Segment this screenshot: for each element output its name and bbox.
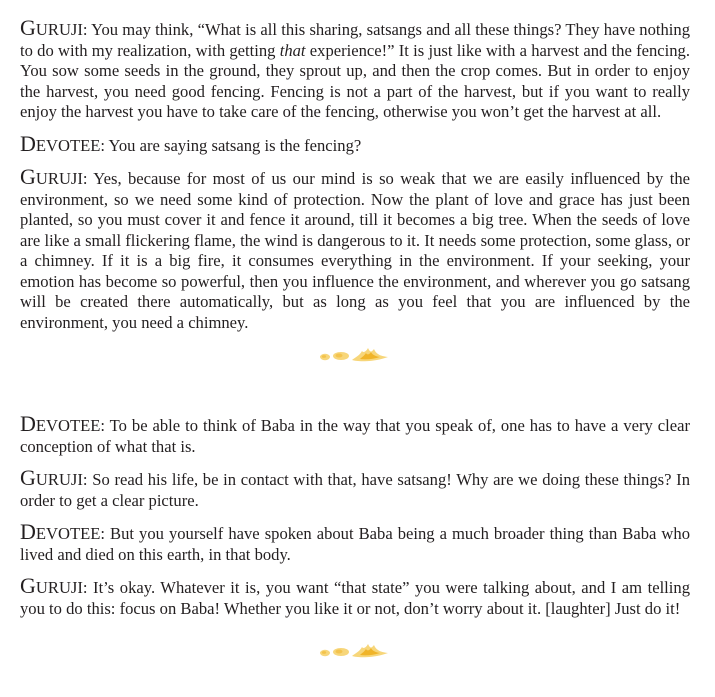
- speaker-devotee: DEVOTEE: [20, 519, 101, 544]
- flame-ornament-icon: [20, 640, 690, 662]
- paragraph-text: experience!” It is just like with a harvest and the fencing. You sow some seeds in the ground, they sprout up, and then the crop comes. But in order to enjoy the harvest, you need good fencing. Fencing is not a part of the harvest, but if you want to really enjoy the harvest you have to take care of the fencing, otherwise you won’t get the harvest at all.: [20, 40, 690, 121]
- dialogue-paragraph-1: [20, 15, 690, 123]
- dialogue-paragraph-5: [20, 465, 690, 511]
- dialogue-paragraph-3: [20, 164, 690, 333]
- emphasis-text: that: [279, 40, 306, 60]
- dialogue-paragraph-4: [20, 411, 690, 457]
- speaker-devotee: DEVOTEE: [20, 130, 101, 156]
- speaker-guruji: GURUJI: [20, 164, 83, 189]
- dialogue-paragraph-6: [20, 519, 690, 565]
- paragraph-text: : Yes, because for most of us our mind is so weak that we are easily influenced by the environment, so we need some kind of protection. Now the plant of love and grace has just been planted, so you must cover it and fence it around, till it becomes a big tree. When the seeds of love are like a small flickering flame, the wind is dangerous to it. It needs some protection, some glass, or a chimney. If it is a big fire, it consumes everything in the environment. If your seeking, your emotion has become so powerful, then you influence the environment, and wherever you go satsang will be created there automatically, but as long as you feel that you are influenced by the environment, you need a chimney.: [20, 169, 690, 332]
- paragraph-text: : So read his life, be in contact with that, have satsang! Why are we doing these things? In order to get a clear picture.: [20, 470, 690, 510]
- dialogue-paragraph-2: [20, 130, 690, 157]
- speaker-guruji: GURUJI: [20, 465, 83, 490]
- flame-ornament-icon: [20, 344, 690, 366]
- paragraph-text: : You may think, “What is all this sharing, satsangs and all these things? They have nothing to do with my realization, with getting: [20, 20, 690, 60]
- paragraph-text: : But you yourself have spoken about Baba being a much broader thing than Baba who lived and died on this earth, in that body.: [20, 524, 690, 564]
- paragraph-text: : It’s okay. Whatever it is, you want “that state” you were talking about, and I am telling you to do this: focus on Baba! Whether you like it or not, don’t worry about it. [laughter] Just do it!: [20, 578, 690, 618]
- paragraph-text: : You are saying satsang is the fencing?: [100, 135, 362, 155]
- speaker-devotee: DEVOTEE: [20, 411, 101, 436]
- dialogue-paragraph-7: [20, 573, 690, 619]
- speaker-guruji: GURUJI: [20, 15, 83, 40]
- paragraph-text: : To be able to think of Baba in the way that you speak of, one has to have a very clear conception of what that is.: [20, 416, 690, 456]
- speaker-guruji: GURUJI: [20, 573, 83, 598]
- document-page: [20, 15, 690, 662]
